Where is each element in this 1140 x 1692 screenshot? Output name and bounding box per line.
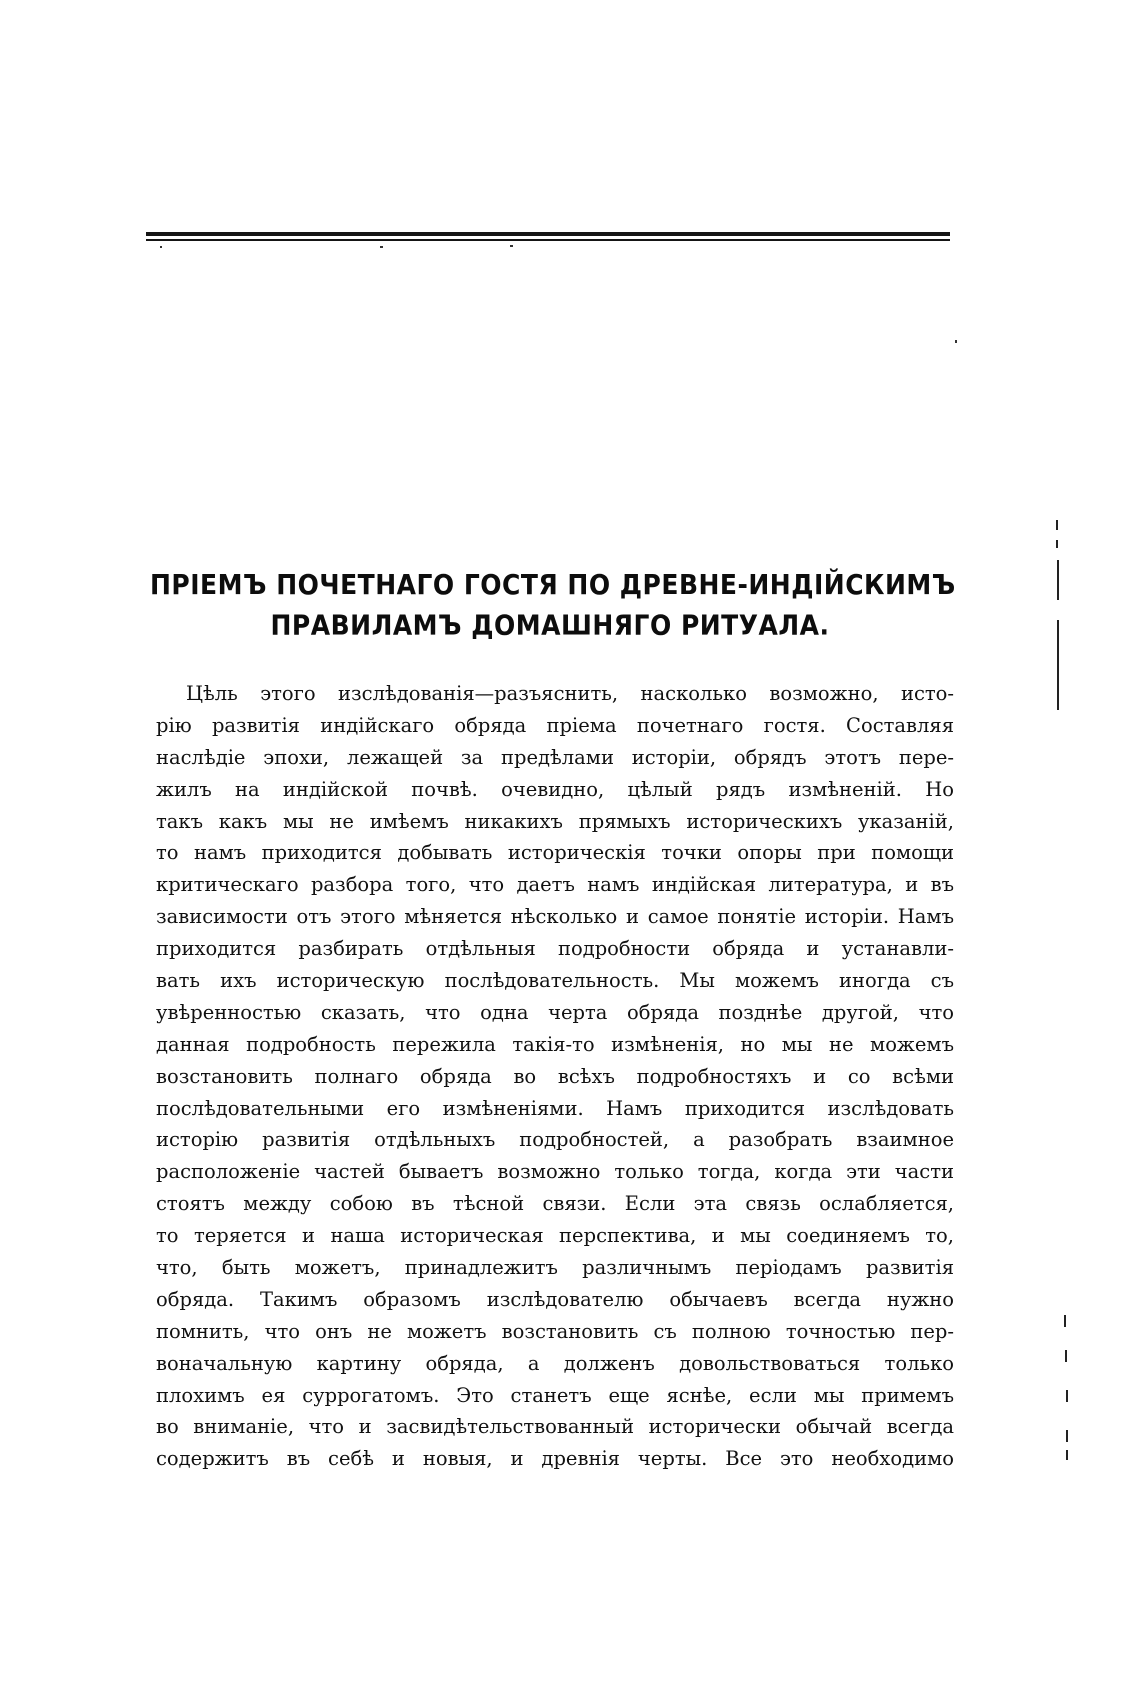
body-line: стоятъ между собою въ тѣсной связи. Если эта связь ослабляется, <box>156 1192 954 1216</box>
margin-mark <box>1057 560 1059 600</box>
body-line: плохимъ ея суррогатомъ. Это станетъ еще яснѣе, если мы примемъ <box>156 1383 954 1407</box>
header-rule-thin <box>146 239 950 241</box>
scan-speck <box>380 246 383 248</box>
body-line: расположеніе частей бываетъ возможно только тогда, когда эти части <box>156 1160 954 1184</box>
margin-mark <box>1064 1315 1066 1327</box>
body-line: критическаго разбора того, что даетъ намъ индійская литература, и въ <box>156 873 954 897</box>
article-title <box>150 565 956 646</box>
margin-mark <box>1057 620 1059 710</box>
body-paragraph <box>156 678 954 1475</box>
margin-mark <box>1066 1430 1068 1442</box>
body-line: жилъ на индійской почвѣ. очевидно, цѣлый рядъ измѣненій. Но <box>156 777 954 801</box>
margin-mark <box>1056 520 1058 530</box>
body-line: такъ какъ мы не имѣемъ никакихъ прямыхъ историческихъ указаній, <box>156 809 954 833</box>
body-line: данная подробность пережила такія-то измѣненія, но мы не можемъ <box>156 1032 954 1056</box>
body-line: наслѣдіе эпохи, лежащей за предѣлами исторіи, обрядъ этотъ пере- <box>156 745 954 769</box>
body-line: увѣренностью сказать, что одна черта обряда позднѣе другой, что <box>156 1000 954 1024</box>
body-line: во вниманіе, что и засвидѣтельствованный исторически обычай всегда <box>156 1415 954 1439</box>
scan-speck <box>955 340 957 343</box>
header-rule-thick <box>146 232 950 236</box>
margin-mark <box>1065 1350 1067 1362</box>
body-line: послѣдовательными его измѣненіями. Намъ приходится изслѣдовать <box>156 1096 954 1120</box>
scan-speck <box>510 245 513 247</box>
body-line: вать ихъ историческую послѣдовательность. Мы можемъ иногда съ <box>156 969 954 993</box>
body-line: содержитъ въ себѣ и новыя, и древнія черты. Все это необходимо <box>156 1447 954 1471</box>
body-line: рію развитія индійскаго обряда пріема почетнаго гостя. Составляя <box>156 713 954 737</box>
body-line: то теряется и наша историческая перспектива, и мы соединяемъ то, <box>156 1224 954 1248</box>
scan-speck <box>160 246 162 248</box>
body-line: то намъ приходится добывать историческія точки опоры при помощи <box>156 841 954 865</box>
margin-mark <box>1066 1390 1068 1402</box>
margin-mark <box>1056 540 1058 548</box>
body-line: обряда. Такимъ образомъ изслѣдователю обычаевъ всегда нужно <box>156 1287 954 1311</box>
body-line: зависимости отъ этого мѣняется нѣсколько и самое понятіе исторіи. Намъ <box>156 905 954 929</box>
body-line: помнить, что онъ не можетъ возстановить съ полною точностью пер- <box>156 1319 954 1343</box>
body-line: исторію развитія отдѣльныхъ подробностей, а разобрать взаимное <box>156 1128 954 1152</box>
body-line: что, быть можетъ, принадлежитъ различнымъ періодамъ развитія <box>156 1256 954 1280</box>
body-line: воначальную картину обряда, а долженъ довольствоваться только <box>156 1351 954 1375</box>
body-line: возстановить полнаго обряда во всѣхъ подробностяхъ и со всѣми <box>156 1064 954 1088</box>
margin-mark <box>1066 1450 1068 1460</box>
article-title-line-1: ПРІЕМЪ ПОЧЕТНАГО ГОСТЯ ПО ДРЕВНЕ-ИНДІЙСКИМЪ <box>150 568 956 601</box>
body-line: приходится разбирать отдѣльныя подробности обряда и устанавли- <box>156 937 954 961</box>
body-line: Цѣль этого изслѣдованія—разъяснить, насколько возможно, исто- <box>186 682 954 705</box>
article-title-line-2: ПРАВИЛАМЪ ДОМАШНЯГО РИТУАЛА. <box>270 608 830 642</box>
